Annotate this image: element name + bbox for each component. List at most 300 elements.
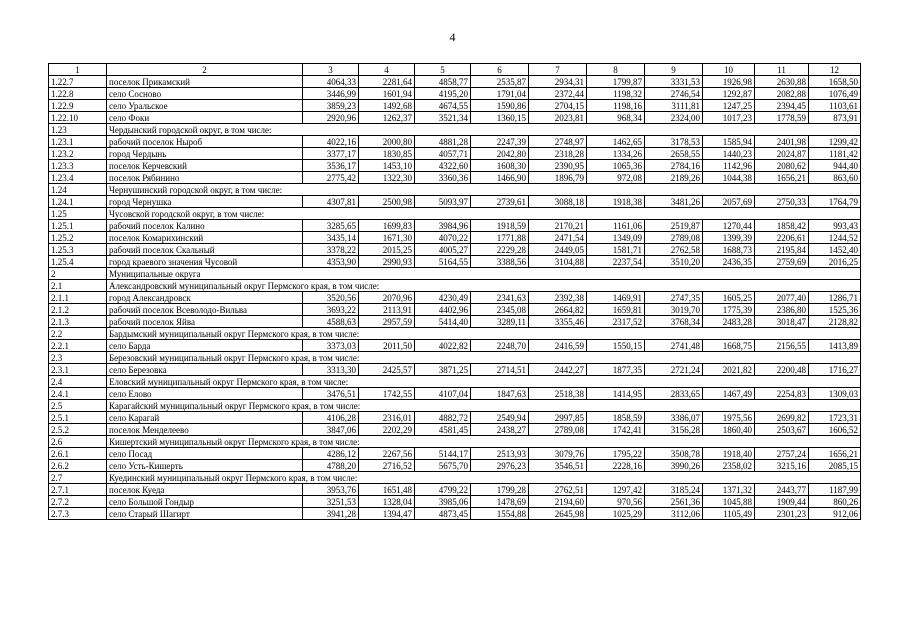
table-row — [49, 88, 861, 100]
value-cell: 1775,39 — [703, 304, 755, 316]
value-cell: 1414,95 — [587, 388, 645, 400]
table-row — [49, 100, 861, 112]
value-cell: 2483,28 — [703, 316, 755, 328]
value-cell: 1764,79 — [809, 196, 861, 208]
table-row — [49, 112, 861, 124]
column-number: 7 — [529, 64, 587, 76]
value-cell: 5144,17 — [415, 448, 471, 460]
value-cell: 860,26 — [809, 496, 861, 508]
value-cell: 3377,17 — [303, 148, 359, 160]
value-cell: 2301,23 — [755, 508, 809, 520]
row-code: 1.23 — [49, 124, 107, 136]
value-cell: 1105,49 — [703, 508, 755, 520]
value-cell: 2011,50 — [359, 340, 415, 352]
value-cell: 1360,15 — [471, 112, 529, 124]
value-cell: 4581,45 — [415, 424, 471, 436]
value-cell: 4107,04 — [415, 388, 471, 400]
value-cell: 1198,16 — [587, 100, 645, 112]
value-cell: 1322,30 — [359, 172, 415, 184]
section-title: Куединский муниципальный округ Пермского края, в том числе: — [107, 472, 861, 484]
value-cell: 4307,81 — [303, 196, 359, 208]
value-cell: 2358,02 — [703, 460, 755, 472]
value-cell: 1742,55 — [359, 388, 415, 400]
value-cell: 1909,44 — [755, 496, 809, 508]
value-cell: 1286,71 — [809, 292, 861, 304]
settlement-name: село Сосново — [107, 88, 303, 100]
value-cell: 4022,82 — [415, 340, 471, 352]
row-code: 1.25.3 — [49, 244, 107, 256]
row-code: 2.3 — [49, 352, 107, 364]
value-cell: 2341,63 — [471, 292, 529, 304]
value-cell: 2390,95 — [529, 160, 587, 172]
value-cell: 2070,96 — [359, 292, 415, 304]
value-cell: 2789,08 — [645, 232, 703, 244]
settlement-name: рабочий поселок Скальный — [107, 244, 303, 256]
value-cell: 2317,52 — [587, 316, 645, 328]
value-cell: 2128,82 — [809, 316, 861, 328]
value-cell: 1606,52 — [809, 424, 861, 436]
value-cell: 5164,55 — [415, 256, 471, 268]
value-cell: 2503,67 — [755, 424, 809, 436]
value-cell: 2920,96 — [303, 112, 359, 124]
value-cell: 1440,23 — [703, 148, 755, 160]
row-code: 2.2.1 — [49, 340, 107, 352]
settlement-name: село Березовка — [107, 364, 303, 376]
value-cell: 2741,48 — [645, 340, 703, 352]
value-cell: 4353,90 — [303, 256, 359, 268]
value-cell: 2699,82 — [755, 412, 809, 424]
column-number: 10 — [703, 64, 755, 76]
settlement-name: поселок Керчевский — [107, 160, 303, 172]
settlement-name: поселок Менделеево — [107, 424, 303, 436]
value-cell: 1830,85 — [359, 148, 415, 160]
value-cell: 2443,77 — [755, 484, 809, 496]
value-cell: 2748,97 — [529, 136, 587, 148]
value-cell: 4195,20 — [415, 88, 471, 100]
value-cell: 1349,09 — [587, 232, 645, 244]
value-cell: 1699,83 — [359, 220, 415, 232]
value-cell: 2206,61 — [755, 232, 809, 244]
value-cell: 2372,44 — [529, 88, 587, 100]
value-cell: 2281,64 — [359, 76, 415, 88]
section-title: Березовский муниципальный округ Пермского края, в том числе: — [107, 352, 861, 364]
row-code: 1.24 — [49, 184, 107, 196]
value-cell: 3313,30 — [303, 364, 359, 376]
settlement-name: село Уральское — [107, 100, 303, 112]
row-code: 2.6 — [49, 436, 107, 448]
value-cell: 1469,91 — [587, 292, 645, 304]
value-cell: 2721,24 — [645, 364, 703, 376]
value-cell: 1918,59 — [471, 220, 529, 232]
value-cell: 3378,22 — [303, 244, 359, 256]
value-cell: 993,43 — [809, 220, 861, 232]
value-cell: 3215,16 — [755, 460, 809, 472]
value-cell: 1076,49 — [809, 88, 861, 100]
value-cell: 1601,94 — [359, 88, 415, 100]
value-cell: 1671,30 — [359, 232, 415, 244]
value-cell: 2021,82 — [703, 364, 755, 376]
row-code: 1.22.9 — [49, 100, 107, 112]
value-cell: 2248,70 — [471, 340, 529, 352]
value-cell: 1658,50 — [809, 76, 861, 88]
settlement-name: село Старый Шагирт — [107, 508, 303, 520]
value-cell: 1858,42 — [755, 220, 809, 232]
section-title: Муниципальные округа — [107, 268, 861, 280]
value-cell: 1525,36 — [809, 304, 861, 316]
value-cell: 4588,63 — [303, 316, 359, 328]
value-cell: 3185,24 — [645, 484, 703, 496]
value-cell: 4005,27 — [415, 244, 471, 256]
table-row — [49, 412, 861, 424]
value-cell: 2762,58 — [645, 244, 703, 256]
value-cell: 2085,15 — [809, 460, 861, 472]
row-code: 2.6.1 — [49, 448, 107, 460]
value-cell: 2658,55 — [645, 148, 703, 160]
value-cell: 2156,55 — [755, 340, 809, 352]
value-cell: 1590,86 — [471, 100, 529, 112]
section-row — [49, 280, 861, 292]
value-cell: 3435,14 — [303, 232, 359, 244]
value-cell: 3388,56 — [471, 256, 529, 268]
value-cell: 4022,16 — [303, 136, 359, 148]
value-cell: 2057,69 — [703, 196, 755, 208]
value-cell: 2228,16 — [587, 460, 645, 472]
value-cell: 1656,21 — [755, 172, 809, 184]
section-row — [49, 352, 861, 364]
value-cell: 3373,03 — [303, 340, 359, 352]
value-cell: 3112,06 — [645, 508, 703, 520]
value-cell: 1478,69 — [471, 496, 529, 508]
row-code: 1.25.4 — [49, 256, 107, 268]
value-cell: 3520,56 — [303, 292, 359, 304]
value-cell: 4106,28 — [303, 412, 359, 424]
column-number: 3 — [303, 64, 359, 76]
row-code: 2.5.1 — [49, 412, 107, 424]
section-row — [49, 472, 861, 484]
value-cell: 3386,07 — [645, 412, 703, 424]
value-cell: 1554,88 — [471, 508, 529, 520]
value-cell: 2202,29 — [359, 424, 415, 436]
value-cell: 1896,79 — [529, 172, 587, 184]
section-row — [49, 436, 861, 448]
row-code: 1.22.10 — [49, 112, 107, 124]
value-cell: 3985,06 — [415, 496, 471, 508]
value-cell: 2990,93 — [359, 256, 415, 268]
value-cell: 863,60 — [809, 172, 861, 184]
value-cell: 2704,15 — [529, 100, 587, 112]
value-cell: 2976,23 — [471, 460, 529, 472]
section-title: Чердынский городской округ, в том числе: — [107, 124, 861, 136]
value-cell: 3355,46 — [529, 316, 587, 328]
column-number: 11 — [755, 64, 809, 76]
settlement-name: село Елово — [107, 388, 303, 400]
value-cell: 1688,73 — [703, 244, 755, 256]
settlement-name: рабочий поселок Калино — [107, 220, 303, 232]
section-title: Карагайский муниципальный округ Пермского края, в том числе: — [107, 400, 861, 412]
row-code: 2.1.1 — [49, 292, 107, 304]
value-cell: 1550,15 — [587, 340, 645, 352]
column-number: 8 — [587, 64, 645, 76]
settlement-name: село Усть-Кишерть — [107, 460, 303, 472]
settlement-name: город Чернушка — [107, 196, 303, 208]
table-row — [49, 304, 861, 316]
value-cell: 2000,80 — [359, 136, 415, 148]
settlement-name: рабочий поселок Яйва — [107, 316, 303, 328]
value-cell: 4873,45 — [415, 508, 471, 520]
section-title: Кишертский муниципальный округ Пермского края, в том числе: — [107, 436, 861, 448]
table-row — [49, 388, 861, 400]
value-cell: 1668,75 — [703, 340, 755, 352]
settlement-name: поселок Комарихинский — [107, 232, 303, 244]
value-cell: 2023,81 — [529, 112, 587, 124]
column-number: 5 — [415, 64, 471, 76]
value-cell: 3536,17 — [303, 160, 359, 172]
table-row — [49, 424, 861, 436]
value-cell: 2189,26 — [645, 172, 703, 184]
settlement-name: поселок Куеда — [107, 484, 303, 496]
value-cell: 2716,52 — [359, 460, 415, 472]
column-number: 4 — [359, 64, 415, 76]
value-cell: 1453,10 — [359, 160, 415, 172]
value-cell: 2449,05 — [529, 244, 587, 256]
value-cell: 1918,40 — [703, 448, 755, 460]
value-cell: 3285,65 — [303, 220, 359, 232]
value-cell: 1659,81 — [587, 304, 645, 316]
value-cell: 3476,51 — [303, 388, 359, 400]
value-cell: 4230,49 — [415, 292, 471, 304]
value-cell: 2194,60 — [529, 496, 587, 508]
table-row — [49, 508, 861, 520]
value-cell: 1292,87 — [703, 88, 755, 100]
value-cell: 1103,61 — [809, 100, 861, 112]
row-code: 2.5.2 — [49, 424, 107, 436]
value-cell: 4286,12 — [303, 448, 359, 460]
value-cell: 2416,59 — [529, 340, 587, 352]
value-cell: 3446,99 — [303, 88, 359, 100]
value-cell: 2247,39 — [471, 136, 529, 148]
value-cell: 4064,33 — [303, 76, 359, 88]
section-title: Александровский муниципальный округ Пермского края, в том числе: — [107, 280, 861, 292]
value-cell: 2237,54 — [587, 256, 645, 268]
value-cell: 2549,94 — [471, 412, 529, 424]
value-cell: 2195,84 — [755, 244, 809, 256]
section-row — [49, 208, 861, 220]
table-row — [49, 136, 861, 148]
value-cell: 2200,48 — [755, 364, 809, 376]
value-cell: 3990,26 — [645, 460, 703, 472]
value-cell: 1799,28 — [471, 484, 529, 496]
row-code: 2.2 — [49, 328, 107, 340]
table-row — [49, 232, 861, 244]
value-cell: 2113,91 — [359, 304, 415, 316]
value-cell: 1142,96 — [703, 160, 755, 172]
value-cell: 4881,28 — [415, 136, 471, 148]
value-cell: 2833,65 — [645, 388, 703, 400]
value-cell: 1926,98 — [703, 76, 755, 88]
row-code: 2.7.3 — [49, 508, 107, 520]
value-cell: 2082,88 — [755, 88, 809, 100]
value-cell: 1651,48 — [359, 484, 415, 496]
value-cell: 1605,25 — [703, 292, 755, 304]
value-cell: 1244,52 — [809, 232, 861, 244]
value-cell: 3178,53 — [645, 136, 703, 148]
value-cell: 4674,55 — [415, 100, 471, 112]
value-cell: 2784,16 — [645, 160, 703, 172]
value-cell: 1462,65 — [587, 136, 645, 148]
value-cell: 1328,04 — [359, 496, 415, 508]
table-row — [49, 316, 861, 328]
section-row — [49, 268, 861, 280]
value-cell: 1466,90 — [471, 172, 529, 184]
value-cell: 2997,85 — [529, 412, 587, 424]
value-cell: 2957,59 — [359, 316, 415, 328]
row-code: 2.5 — [49, 400, 107, 412]
value-cell: 4882,72 — [415, 412, 471, 424]
row-code: 1.22.8 — [49, 88, 107, 100]
value-cell: 3510,20 — [645, 256, 703, 268]
value-cell: 1795,22 — [587, 448, 645, 460]
value-cell: 970,56 — [587, 496, 645, 508]
value-cell: 1716,27 — [809, 364, 861, 376]
table-row — [49, 76, 861, 88]
value-cell: 2386,80 — [755, 304, 809, 316]
value-cell: 1771,88 — [471, 232, 529, 244]
value-cell: 1608,30 — [471, 160, 529, 172]
value-cell: 2318,28 — [529, 148, 587, 160]
value-cell: 3768,34 — [645, 316, 703, 328]
value-cell: 1975,56 — [703, 412, 755, 424]
value-cell: 1467,49 — [703, 388, 755, 400]
table-row — [49, 364, 861, 376]
value-cell: 3156,28 — [645, 424, 703, 436]
settlement-name: поселок Рябинино — [107, 172, 303, 184]
table-row — [49, 292, 861, 304]
value-cell: 1181,42 — [809, 148, 861, 160]
settlement-name: город Александровск — [107, 292, 303, 304]
value-cell: 2739,61 — [471, 196, 529, 208]
value-cell: 1492,68 — [359, 100, 415, 112]
value-cell: 2630,88 — [755, 76, 809, 88]
value-cell: 3859,23 — [303, 100, 359, 112]
value-cell: 3984,96 — [415, 220, 471, 232]
value-cell: 3953,76 — [303, 484, 359, 496]
value-cell: 3018,47 — [755, 316, 809, 328]
table-row — [49, 340, 861, 352]
value-cell: 1656,21 — [809, 448, 861, 460]
value-cell: 3508,78 — [645, 448, 703, 460]
value-cell: 2513,93 — [471, 448, 529, 460]
value-cell: 1371,32 — [703, 484, 755, 496]
settlement-name: поселок Прикамский — [107, 76, 303, 88]
section-row — [49, 328, 861, 340]
value-cell: 1742,41 — [587, 424, 645, 436]
page-number: 4 — [449, 30, 456, 44]
row-code: 2.4.1 — [49, 388, 107, 400]
section-title: Чусовской городской округ, в том числе: — [107, 208, 861, 220]
value-cell: 4322,60 — [415, 160, 471, 172]
value-cell: 2024,87 — [755, 148, 809, 160]
value-cell: 4788,20 — [303, 460, 359, 472]
section-row — [49, 376, 861, 388]
table-row — [49, 148, 861, 160]
value-cell: 2170,21 — [529, 220, 587, 232]
value-cell: 2500,98 — [359, 196, 415, 208]
section-row — [49, 124, 861, 136]
value-cell: 3847,06 — [303, 424, 359, 436]
value-cell: 2535,87 — [471, 76, 529, 88]
settlement-name: рабочий поселок Ныроб — [107, 136, 303, 148]
settlement-name: город краевого значения Чусовой — [107, 256, 303, 268]
value-cell: 3546,51 — [529, 460, 587, 472]
section-title: Чернушинский городской округ, в том числе: — [107, 184, 861, 196]
value-cell: 3693,22 — [303, 304, 359, 316]
value-cell: 972,08 — [587, 172, 645, 184]
column-number: 2 — [107, 64, 303, 76]
row-code: 2.7 — [49, 472, 107, 484]
row-code: 1.25.2 — [49, 232, 107, 244]
settlement-name: село Фоки — [107, 112, 303, 124]
value-cell: 2759,69 — [755, 256, 809, 268]
value-cell: 4858,77 — [415, 76, 471, 88]
value-cell: 2518,38 — [529, 388, 587, 400]
value-cell: 2775,42 — [303, 172, 359, 184]
value-cell: 2015,25 — [359, 244, 415, 256]
value-cell: 1723,31 — [809, 412, 861, 424]
value-cell: 2471,54 — [529, 232, 587, 244]
section-row — [49, 184, 861, 196]
value-cell: 1270,44 — [703, 220, 755, 232]
row-code: 1.24.1 — [49, 196, 107, 208]
value-cell: 1198,32 — [587, 88, 645, 100]
value-cell: 3088,18 — [529, 196, 587, 208]
row-code: 2.6.2 — [49, 460, 107, 472]
table-row — [49, 196, 861, 208]
value-cell: 3481,26 — [645, 196, 703, 208]
settlement-name: село Барда — [107, 340, 303, 352]
row-code: 1.23.2 — [49, 148, 107, 160]
value-cell: 2324,00 — [645, 112, 703, 124]
settlement-name: рабочий поселок Всеволодо-Вильва — [107, 304, 303, 316]
value-cell: 3871,25 — [415, 364, 471, 376]
value-cell: 2789,08 — [529, 424, 587, 436]
value-cell: 1799,87 — [587, 76, 645, 88]
value-cell: 4799,22 — [415, 484, 471, 496]
value-cell: 1399,39 — [703, 232, 755, 244]
value-cell: 912,06 — [809, 508, 861, 520]
value-cell: 2016,25 — [809, 256, 861, 268]
column-number: 12 — [809, 64, 861, 76]
value-cell: 1247,25 — [703, 100, 755, 112]
table-row — [49, 484, 861, 496]
value-cell: 5093,97 — [415, 196, 471, 208]
section-row — [49, 400, 861, 412]
value-cell: 1297,42 — [587, 484, 645, 496]
value-cell: 2442,27 — [529, 364, 587, 376]
table-row — [49, 172, 861, 184]
value-cell: 2436,35 — [703, 256, 755, 268]
value-cell: 1299,42 — [809, 136, 861, 148]
value-cell: 2519,87 — [645, 220, 703, 232]
row-code: 2.4 — [49, 376, 107, 388]
column-number-row — [49, 64, 861, 76]
value-cell: 1581,71 — [587, 244, 645, 256]
value-cell: 1452,40 — [809, 244, 861, 256]
value-cell: 2746,54 — [645, 88, 703, 100]
value-cell: 3941,28 — [303, 508, 359, 520]
value-cell: 2934,31 — [529, 76, 587, 88]
value-cell: 3331,53 — [645, 76, 703, 88]
value-cell: 1044,38 — [703, 172, 755, 184]
